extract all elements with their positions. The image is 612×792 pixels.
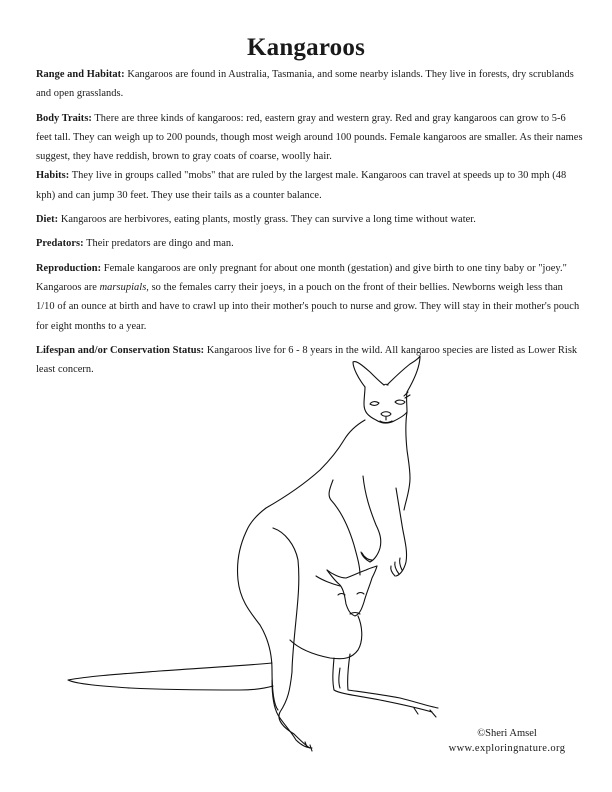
document-body xyxy=(36,65,584,384)
section-label: Lifespan and/or Conservation Status: xyxy=(36,344,205,356)
section-label: Reproduction: xyxy=(36,262,102,274)
section-body-traits xyxy=(36,109,584,167)
section-label: Habits: xyxy=(36,170,70,182)
section-predators xyxy=(36,234,584,253)
section-text: Kangaroos are found in Australia, Tasmania, and some nearby islands. They live in forests, dry scrublands and open grasslands. xyxy=(36,69,574,100)
section-text: Kangaroos are herbivores, eating plants, mostly grass. They can survive a long time without water. xyxy=(60,214,476,226)
kangaroo-legs xyxy=(272,654,438,751)
section-lifespan-conservation xyxy=(36,341,584,380)
section-label: Predators: xyxy=(36,238,84,250)
section-reproduction xyxy=(36,259,584,336)
section-text: Kangaroos live for 6 - 8 years in the wild. All kangaroo species are listed as Lower Risk least concern. xyxy=(36,344,578,376)
section-diet xyxy=(36,210,584,229)
section-text: There are three kinds of kangaroos: red, eastern gray and western gray. Red and gray kangaroos can grow to 5-6 feet tall. They can weigh up to 200 pounds, though most weigh around 100 pounds. Female kangaroos are smaller. As their names suggest, they have reddish, brown to gray coats of coarse, woolly hair. xyxy=(36,112,583,163)
page-title: Kangaroos xyxy=(246,34,366,61)
section-habits xyxy=(36,166,584,205)
kangaroo-tail xyxy=(68,663,273,690)
section-label: Diet: xyxy=(36,214,59,226)
credit-website: www.exploringnature.org xyxy=(448,743,566,754)
section-label: Body Traits: xyxy=(36,112,92,124)
section-text: Their predators are dingo and man. xyxy=(86,238,234,250)
kangaroo-body xyxy=(237,412,410,710)
section-label: Range and Habitat: xyxy=(36,69,125,80)
credit-author: ©Sheri Amsel xyxy=(477,728,537,739)
joey xyxy=(290,566,377,659)
section-text: Female kangaroos are only pregnant for about one month (gestation) and give birth to one tiny baby or "joey." Kangaroos are xyxy=(36,262,567,293)
kangaroo-arms xyxy=(361,476,407,576)
section-text: They live in groups called "mobs" that are ruled by the largest male. Kangaroos can travel at speeds up to 30 mph (48 kph) and can jump 30 feet. They use their tails as a counter balance. xyxy=(36,170,567,201)
section-text: so the females carry their joeys, in a pouch on the front of their bellies. Newborns weigh less than 1/10 of an ounce at birth and have to crawl up into their mother's pouch to nurse and grow. They will stay in their mother's pouch for eight months to a year. xyxy=(36,281,580,332)
section-emphasis: marsupials, xyxy=(99,281,149,293)
section-range-habitat xyxy=(36,65,584,104)
